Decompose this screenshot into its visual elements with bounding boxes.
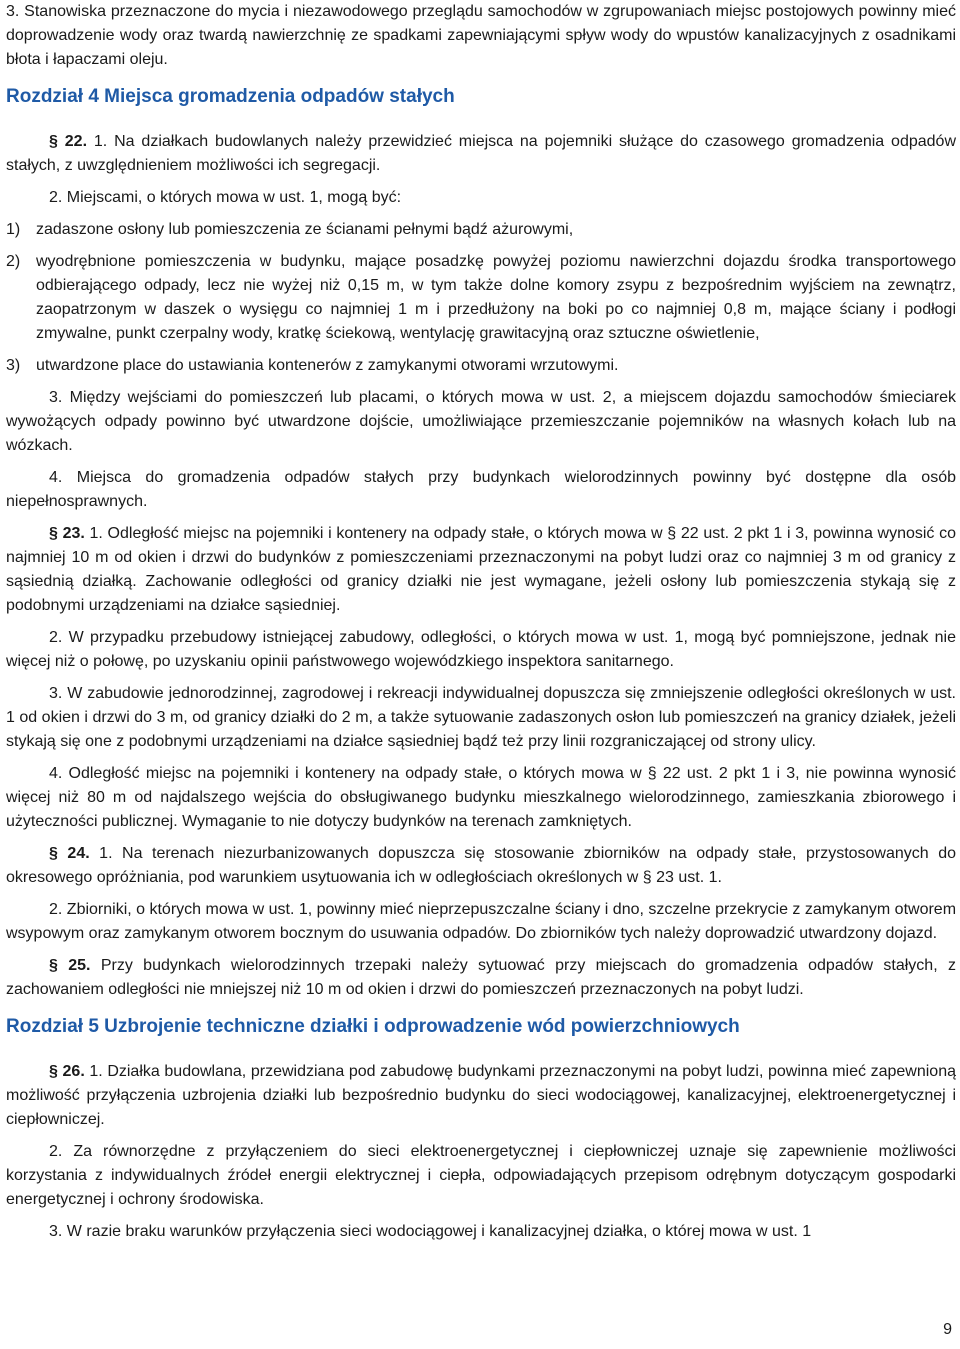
paragraph-24-ust-2: 2. Zbiorniki, o których mowa w ust. 1, powinny mieć nieprzepuszczalne ściany i dno, szczelne przekrycie z zamykanym otworem wsypowym oraz zamykanym otworem bocznym do usuwania odpadów. Do zbiorników tych należy doprowadzić utwardzony dojazd. — [6, 901, 957, 942]
list-item-text: zadaszone osłony lub pomieszczenia ze ścianami pełnymi bądź ażurowymi, — [36, 221, 574, 238]
paragraph-text: 1. Na terenach niezurbanizowanych dopuszcza się stosowanie zbiorników na odpady stałe, przystosowanych do okresowego opróżniania, pod warunkiem usytuowania ich w odległościach określonych w § 23 ust. 1. — [6, 845, 956, 886]
paragraph-26-ust-3: 3. W razie braku warunków przyłączenia sieci wodociągowej i kanalizacyjnej działka, o której mowa w ust. 1 — [49, 1223, 812, 1240]
paragraph-23-ust-1 — [6, 522, 956, 618]
paragraph-26-ust-2: 2. Za równorzędne z przyłączeniem do sieci elektroenergetycznej i ciepłowniczej uznaje się zapewnienie możliwości korzystania z indywidualnych źródeł energii elektrycznej i ciepła, odpowiadających przepisom odrębnym dotyczącym gospodarki energetycznej i ochrony środowiska. — [6, 1143, 956, 1208]
section-sign: § — [49, 845, 58, 862]
list-item — [6, 250, 956, 346]
paragraph-number: 22. — [64, 133, 88, 150]
document-page — [6, 0, 956, 1252]
paragraph-22-ust-3: 3. Między wejściami do pomieszczeń lub placami, o których mowa w ust. 2, a miejscem dojazdu samochodów śmieciarek wywożących odpady powinno być utwardzone dojście, umożliwiające przemieszczanie pojemników na własnych kołach lub na wózkach. — [6, 389, 956, 454]
paragraph-text: 1. Odległość miejsc na pojemniki i kontenery na odpady stałe, o których mowa w § 22 ust. 2 pkt 1 i 3, powinna wynosić co najmniej 10 m od okien i drzwi do budynków z pomieszczeniami przeznaczonymi na pobyt ludzi oraz co najmniej 3 m od granicy z sąsiednią działką. Zachowanie odległości od granicy działki nie jest wymagane, jeżeli osłony lub pomieszczenia stykają się z podobnymi urządzeniami na działce sąsiedniej. — [6, 525, 957, 614]
chapter-5-heading: Rozdział 5 Uzbrojenie techniczne działki i odprowadzenie wód powierzchniowych — [6, 1016, 740, 1037]
paragraph-24-ust-1 — [6, 842, 956, 890]
paragraph-22-ust-4: 4. Miejsca do gromadzenia odpadów stałych przy budynkach wielorodzinnych powinny być dostępne dla osób niepełnosprawnych. — [6, 469, 956, 510]
list-item — [6, 354, 956, 378]
paragraph-23-ust-2: 2. W przypadku przebudowy istniejącej zabudowy, odległości, o których mowa w ust. 1, mogą być pomniejszone, jednak nie więcej niż o połowę, po uzyskaniu opinii państwowego wojewódzkiego inspektora sanitarnego. — [6, 629, 956, 670]
chapter-4-heading: Rozdział 4 Miejsca gromadzenia odpadów stałych — [6, 86, 455, 107]
paragraph-23-ust-3: 3. W zabudowie jednorodzinnej, zagrodowej i rekreacji indywidualnej dopuszcza się zmniejszenie odległości określonych w ust. 1 od okien i drzwi do 3 m, od granicy działki do 2 m, a także sytuowanie zadaszonych osłon lub pomieszczeń na granicy działek, jeżeli stykają się one z podobnymi urządzeniami na działce sąsiedniej bądź też przy linii rozgraniczającej od strony ulicy. — [6, 685, 956, 750]
paragraph-26-ust-1 — [6, 1060, 956, 1132]
paragraph-text: Przy budynkach wielorodzinnych trzepaki należy sytuować przy miejscach do gromadzenia odpadów stałych, z zachowaniem odległości nie mniejszej niż 10 m od okien i drzwi do pomieszczeń przeznaczonych na pobyt ludzi. — [6, 957, 956, 998]
paragraph-number: 25. — [68, 957, 91, 974]
section-sign: § — [49, 525, 58, 542]
paragraph-text: 1. Na działkach budowlanych należy przewidzieć miejsca na pojemniki służące do czasowego gromadzenia odpadów stałych, z uwzględnieniem możliwości ich segregacji. — [6, 133, 957, 174]
paragraph-22-ust-1 — [6, 130, 956, 178]
list-item-number: 3) — [6, 357, 21, 374]
list-item-number: 2) — [6, 253, 21, 270]
section-sign: § — [49, 957, 58, 974]
section-sign: § — [49, 133, 58, 150]
page-number: 9 — [943, 1321, 952, 1338]
paragraph-23-ust-4: 4. Odległość miejsc na pojemniki i kontenery na odpady stałe, o których mowa w § 22 ust. 2 pkt 1 i 3, nie powinna wynosić więcej niż 80 m od najdalszego wejścia do obsługiwanego budynku mieszkalnego wielorodzinnego, zamieszkania zbiorowego i użyteczności publicznej. Wymaganie to nie dotyczy budynków na terenach zamkniętych. — [6, 765, 956, 830]
paragraph-number: 24. — [67, 845, 90, 862]
paragraph-text: 1. Działka budowlana, przewidziana pod zabudowę budynkami przeznaczonymi na pobyt ludzi, powinna mieć zapewnioną możliwość przyłączenia uzbrojenia działki lub bezpośrednio budynku do sieci wodociągowej, kanalizacyjnej, elektroenergetycznej i ciepłowniczej. — [6, 1063, 956, 1128]
list-item — [6, 218, 956, 242]
paragraph-22-ust-2: 2. Miejscami, o których mowa w ust. 1, mogą być: — [49, 189, 402, 206]
paragraph-25 — [6, 954, 956, 1002]
paragraph-number: 26. — [62, 1063, 85, 1080]
paragraph-number: 23. — [62, 525, 85, 542]
list-item-text: utwardzone place do ustawiania kontenerów z zamykanymi otworami wrzutowymi. — [36, 357, 619, 374]
section-sign: § — [49, 1063, 58, 1080]
intro-paragraph: 3. Stanowiska przeznaczone do mycia i niezawodowego przeglądu samochodów w zgrupowaniach miejsc postojowych powinny mieć doprowadzenie wody oraz twardą nawierzchnię ze spadkami zapewniającymi spływ wody do wpustów kanalizacyjnych z osadnikami błota i łapaczami oleju. — [6, 3, 956, 68]
list-item-text: wyodrębnione pomieszczenia w budynku, mające posadzkę powyżej poziomu nawierzchni dojazdu środka transportowego odbierającego odpady, lecz nie wyżej niż 0,15 m, w tym także dolne komory zsypu z bezpośrednim wyjściem na zewnątrz, zaopatrzonym w daszek o wysięgu co najmniej 1 m i przedłużony na boki po co najmniej 0,8 m, mające ściany i podłogi zmywalne, punkt czerpalny wody, kratkę ściekową, wentylację grawitacyjną oraz sztuczne oświetlenie, — [36, 253, 956, 342]
list-item-number: 1) — [6, 221, 21, 238]
